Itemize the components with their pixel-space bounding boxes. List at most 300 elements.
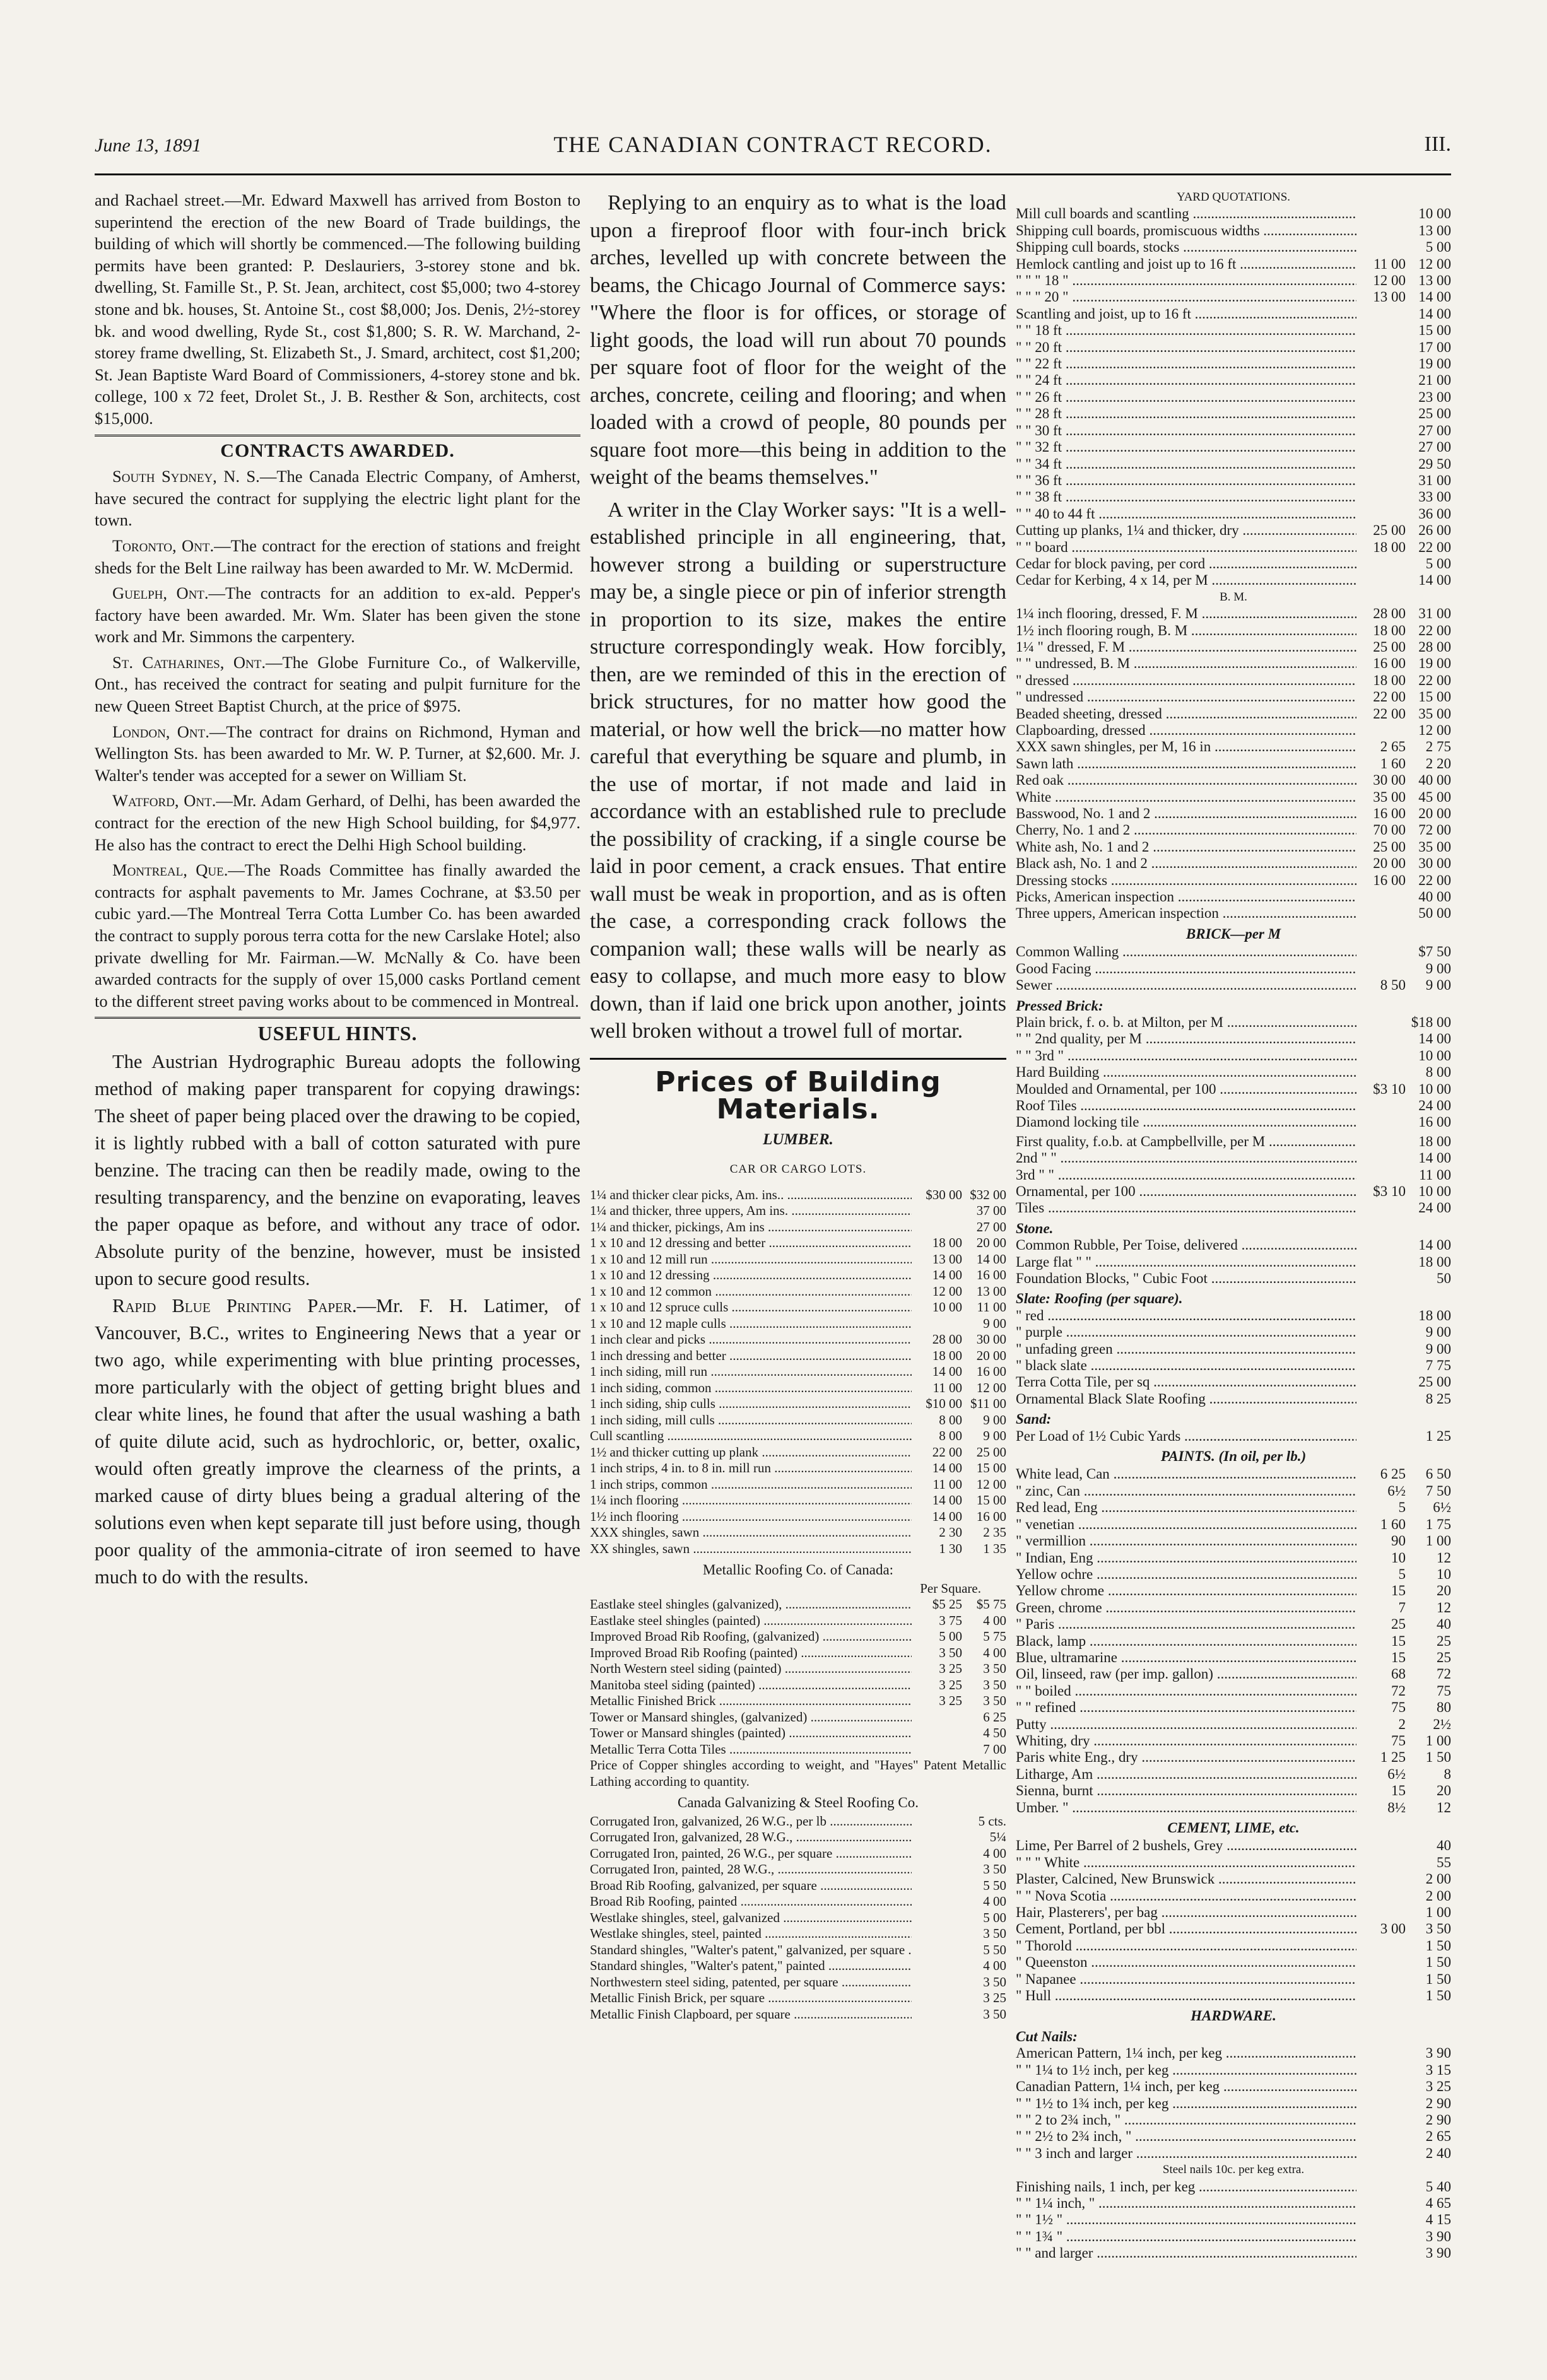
price-row xyxy=(1016,1200,1451,1216)
price-low xyxy=(1356,1150,1406,1166)
price-item-label: Sienna, burnt ..... xyxy=(1016,1783,1356,1799)
price-row xyxy=(1016,2128,1451,2145)
campbellville-list xyxy=(1016,1134,1451,1217)
price-item-label: Improved Broad Rib Roofing, (galvanized) ..... xyxy=(590,1629,912,1645)
price-low: 16 00 xyxy=(1373,806,1406,822)
price-item-label: Broad Rib Roofing, galvanized, per square ..... xyxy=(590,1878,912,1894)
price-row xyxy=(590,1629,1006,1645)
price-item-label: Shipping cull boards, promiscuous widths ..... xyxy=(1016,223,1356,239)
contract-location: Watford, Ont. xyxy=(112,791,216,811)
price-high: 1 00 xyxy=(1425,1732,1451,1749)
price-high: 3 25 xyxy=(1425,2078,1451,2095)
masthead: THE CANADIAN CONTRACT RECORD. xyxy=(553,132,992,157)
price-row xyxy=(590,1958,1006,1974)
cement-heading: CEMENT, LIME, etc. xyxy=(1167,1820,1300,1836)
price-high: 15 00 xyxy=(976,1492,1006,1508)
price-low: 6½ xyxy=(1387,1482,1406,1499)
price-row xyxy=(590,1926,1006,1942)
price-low xyxy=(1356,2229,1406,2245)
price-row xyxy=(1016,1483,1451,1499)
price-item-label: " " board ..... xyxy=(1016,539,1356,556)
price-item-label: " Paris ..... xyxy=(1016,1616,1356,1633)
price-item-label: Basswood, No. 1 and 2 ..... xyxy=(1016,806,1356,822)
price-low: 15 xyxy=(1391,1649,1406,1665)
column-left xyxy=(95,189,580,1591)
price-high: 1 35 xyxy=(983,1540,1006,1556)
price-high: 12 00 xyxy=(976,1380,1006,1395)
price-row xyxy=(1016,1357,1451,1374)
price-high: 1 50 xyxy=(1425,1954,1451,1971)
price-row xyxy=(1016,977,1451,994)
price-high: 4 00 xyxy=(983,1612,1006,1628)
brick-heading: BRICK—per M xyxy=(1185,925,1281,942)
price-row xyxy=(590,1203,1006,1219)
price-low: 12 00 xyxy=(1373,273,1406,289)
price-high: $5 75 xyxy=(976,1597,1006,1612)
price-high: 18 00 xyxy=(1418,1133,1451,1149)
price-low: 18 00 xyxy=(1373,622,1406,638)
price-item-label: " " 3rd " ..... xyxy=(1016,1048,1356,1064)
price-low xyxy=(912,1316,962,1332)
price-item-label: Cull scantling ..... xyxy=(590,1428,912,1445)
price-row xyxy=(1016,522,1451,539)
price-low xyxy=(1356,1391,1406,1407)
price-row xyxy=(1016,1888,1451,1904)
price-low xyxy=(912,1926,962,1942)
price-row xyxy=(590,1428,1006,1445)
price-high: 14 00 xyxy=(1418,1031,1451,1047)
price-item-label: Plaster, Calcined, New Brunswick ..... xyxy=(1016,1871,1356,1887)
price-low xyxy=(1356,1938,1406,1954)
contract-text: —The contract for drains on Richmond, Hyman and Wellington Sts. has been awarded to Mr. W. P. Turner, at $2,600. Mr. J. Walter's tender was accepted for a sewer on William St. xyxy=(95,722,580,785)
price-item-label: First quality, f.o.b. at Campbellville, per M ..... xyxy=(1016,1134,1356,1150)
price-row xyxy=(1016,1466,1451,1482)
price-high: 4 65 xyxy=(1425,2195,1451,2211)
price-low: 6½ xyxy=(1387,1766,1406,1782)
price-item-label: Three uppers, American inspection ..... xyxy=(1016,905,1356,922)
price-row xyxy=(1016,1341,1451,1357)
price-item-label: " " 18 ft ..... xyxy=(1016,322,1356,339)
price-high: 1 50 xyxy=(1425,1988,1451,2004)
price-item-label: Whiting, dry ..... xyxy=(1016,1733,1356,1749)
price-item-label: " " 2nd quality, per M ..... xyxy=(1016,1031,1356,1047)
price-row xyxy=(590,1445,1006,1461)
price-item-label: " unfading green ..... xyxy=(1016,1341,1356,1357)
contract-text: —Mr. Adam Gerhard, of Delhi, has been awarded the contract for the erection of the new High School building, for $4,977. He also has the contract to erect the Delhi High School building. xyxy=(95,791,580,854)
price-item-label: " " 22 ft ..... xyxy=(1016,356,1356,372)
price-high: 3 90 xyxy=(1425,2245,1451,2261)
price-high: 2 20 xyxy=(1425,755,1451,771)
price-row xyxy=(590,1942,1006,1959)
price-item-label: Manitoba steel siding (painted) ..... xyxy=(590,1677,912,1694)
price-row xyxy=(1016,1871,1451,1887)
contract-text: —The Roads Committee has finally awarded the contracts for asphalt pavements to Mr. James Cochrane, at $3.50 per cubic yard.—The Montreal Terra Cotta Lumber Co. has been awarded the contract to supply porous terra cotta for the new Carslake Hotel; also private dwelling for Mr. Fairman.—W. McNally & Co. have been awarded contracts for the supply of over 15,000 casks Portland cement to the different street paving works about to be commenced in Montreal. xyxy=(95,860,580,1011)
price-item-label: 3rd " " ..... xyxy=(1016,1167,1356,1183)
price-high: 5 00 xyxy=(983,1909,1006,1925)
price-item-label: Oil, linseed, raw (per imp. gallon) ..... xyxy=(1016,1666,1356,1682)
price-row xyxy=(1016,672,1451,689)
price-item-label: Dressing stocks ..... xyxy=(1016,872,1356,889)
price-row xyxy=(1016,806,1451,822)
price-low xyxy=(1356,1200,1406,1216)
price-item-label: 1 inch strips, 4 in. to 8 in. mill run ..... xyxy=(590,1460,912,1477)
price-item-label: North Western steel siding (painted) ..... xyxy=(590,1661,912,1677)
clay-worker-article: A writer in the Clay Worker says: "It is a well-established principle in all engineering, that, however strong a building or superstructure may be, a single piece or pin of inferior strength in proportion to its size, makes the entire structure correspondingly weak. How forcibly, then, are we reminded of this in the erection of brick structures, for no matter how good the material, or how well the brick—no matter how careful that everything be square and plumb, in the use of mortar, if not made and laid in accordance with an established rule to preclude the possibility of cracking, if a single course be laid in poor cement, a crack ensues. That entire wall must be weak in proportion, and as is often the case, a corresponding crack follows the companion wall; these walls will be nearly as easy to collapse, and much more easy to blow down, than if laid one brick upon another, joints well broken without a trowel full of mortar. xyxy=(590,498,1006,1043)
price-high: 25 00 xyxy=(1418,406,1451,422)
price-item-label: Yellow ochre ..... xyxy=(1016,1566,1356,1583)
price-low xyxy=(1356,1308,1406,1324)
price-high: 9 00 xyxy=(1425,977,1451,994)
price-row xyxy=(590,1267,1006,1284)
contract-location: Montreal, Que. xyxy=(112,860,228,880)
price-row xyxy=(1016,889,1451,905)
price-low: 2 30 xyxy=(939,1525,962,1540)
price-high: 9 00 xyxy=(1425,1324,1451,1340)
price-low xyxy=(1356,889,1406,905)
price-high: 15 00 xyxy=(976,1460,1006,1475)
price-row xyxy=(1016,1733,1451,1749)
price-high: 4 15 xyxy=(1425,2212,1451,2228)
price-low: 18 00 xyxy=(1373,539,1406,555)
price-high: 11 00 xyxy=(1419,1166,1451,1183)
price-high: 2 00 xyxy=(1425,1887,1451,1904)
price-low: 68 xyxy=(1391,1666,1406,1682)
price-item-label: Roof Tiles ..... xyxy=(1016,1098,1356,1114)
price-item-label: 2nd " " ..... xyxy=(1016,1150,1356,1166)
price-item-label: Per Load of 1½ Cubic Yards ..... xyxy=(1016,1428,1356,1445)
price-low xyxy=(912,1958,962,1974)
price-low xyxy=(1356,1237,1406,1253)
price-row xyxy=(1016,2229,1451,2245)
price-row xyxy=(590,1645,1006,1662)
price-low: 11 00 xyxy=(932,1380,962,1395)
price-high: 50 xyxy=(1437,1270,1451,1286)
price-item-label: Black ash, No. 1 and 2 ..... xyxy=(1016,855,1356,872)
price-high: 1 75 xyxy=(1425,1516,1451,1532)
price-row xyxy=(1016,1270,1451,1287)
column-right xyxy=(1016,189,1451,2262)
price-high: 3 50 xyxy=(983,1661,1006,1676)
price-low: 5 00 xyxy=(939,1629,962,1644)
price-item-label: Corrugated Iron, painted, 26 W.G., per square ..... xyxy=(590,1846,912,1862)
price-item-label: Moulded and Ornamental, per 100 ..... xyxy=(1016,1081,1356,1098)
price-low: 28 00 xyxy=(1373,606,1406,622)
price-low: 10 00 xyxy=(932,1299,962,1315)
price-low xyxy=(1356,2195,1406,2212)
price-low: 18 00 xyxy=(932,1347,962,1363)
price-row xyxy=(1016,606,1451,622)
price-row xyxy=(1016,1583,1451,1599)
price-item-label: Lime, Per Barrel of 2 bushels, Grey ..... xyxy=(1016,1838,1356,1854)
bm-price-list xyxy=(1016,606,1451,922)
price-high: 19 00 xyxy=(1418,655,1451,672)
price-row xyxy=(1016,1855,1451,1871)
price-item-label: 1 inch clear and picks ..... xyxy=(590,1332,912,1348)
price-high: 3 90 xyxy=(1425,2228,1451,2244)
price-high: 2 65 xyxy=(1425,2128,1451,2145)
slate-price-list xyxy=(1016,1308,1451,1407)
price-low xyxy=(1356,2145,1406,2162)
price-high: 11 00 xyxy=(977,1299,1006,1315)
price-low: 35 00 xyxy=(1373,788,1406,805)
price-row xyxy=(1016,1150,1451,1166)
price-low: $5 25 xyxy=(932,1597,962,1612)
price-row xyxy=(590,1348,1006,1364)
price-high: 3 15 xyxy=(1425,2061,1451,2078)
price-row xyxy=(1016,1766,1451,1783)
price-item-label: Common Rubble, Per Toise, delivered ..... xyxy=(1016,1237,1356,1253)
price-item-label: Tower or Mansard shingles (painted) ..... xyxy=(590,1725,912,1742)
price-row xyxy=(590,1412,1006,1429)
price-row xyxy=(1016,789,1451,806)
header-rule xyxy=(95,173,1451,175)
price-high: 10 00 xyxy=(1418,1047,1451,1064)
price-row xyxy=(590,1846,1006,1862)
price-row xyxy=(590,1677,1006,1694)
lumber-subheading: CAR OR CARGO LOTS. xyxy=(729,1163,867,1176)
price-item-label: " " 1¾ " ..... xyxy=(1016,2229,1356,2245)
price-row xyxy=(590,1187,1006,1204)
price-item-label: 1 x 10 and 12 mill run ..... xyxy=(590,1252,912,1268)
metallic-price-list xyxy=(590,1597,1006,1757)
price-row xyxy=(1016,944,1451,960)
price-low xyxy=(912,1990,962,2007)
price-high: 14 00 xyxy=(976,1251,1006,1267)
price-high: 40 00 xyxy=(1418,772,1451,788)
price-high: $32 00 xyxy=(970,1187,1006,1202)
price-row xyxy=(1016,1938,1451,1954)
price-row xyxy=(1016,389,1451,406)
price-item-label: " " " 20 " ..... xyxy=(1016,289,1356,305)
price-item-label: " black slate ..... xyxy=(1016,1357,1356,1374)
price-item-label: Cutting up planks, 1¼ and thicker, dry ..... xyxy=(1016,522,1356,539)
price-low: 18 00 xyxy=(932,1235,962,1250)
contract-location: St. Catharines, Ont. xyxy=(112,652,266,672)
price-high: 75 xyxy=(1437,1682,1451,1699)
price-item-label: Green, chrome ..... xyxy=(1016,1600,1356,1616)
price-high: 28 00 xyxy=(1418,638,1451,655)
price-row xyxy=(1016,623,1451,639)
price-low xyxy=(1356,472,1406,489)
paints-heading: PAINTS. (In oil, per lb.) xyxy=(1160,1448,1307,1465)
price-high: 12 xyxy=(1437,1549,1451,1566)
price-item-label: " Indian, Eng ..... xyxy=(1016,1550,1356,1566)
price-high: 7 50 xyxy=(1425,1482,1451,1499)
price-high: 24 00 xyxy=(1418,1200,1451,1216)
price-item-label: Foundation Blocks, " Cubic Foot ..... xyxy=(1016,1270,1356,1287)
price-item-label: " " 34 ft ..... xyxy=(1016,456,1356,472)
price-item-label: Tiles ..... xyxy=(1016,1200,1356,1216)
price-high: 6 25 xyxy=(983,1709,1006,1725)
price-low: 75 xyxy=(1391,1732,1406,1749)
price-high: 2 35 xyxy=(983,1525,1006,1540)
price-row xyxy=(590,1910,1006,1926)
price-high: 72 xyxy=(1437,1666,1451,1682)
price-item-label: " " 20 ft ..... xyxy=(1016,339,1356,356)
metallic-unit: Per Square. xyxy=(920,1580,981,1596)
price-row xyxy=(1016,839,1451,855)
price-high: 35 00 xyxy=(1418,838,1451,855)
paints-price-list xyxy=(1016,1466,1451,1816)
page-number: III. xyxy=(1424,132,1451,156)
price-high: 1 50 xyxy=(1425,1937,1451,1954)
price-item-label: Good Facing ..... xyxy=(1016,961,1356,977)
price-high: 2 90 xyxy=(1425,2111,1451,2128)
price-high: 20 xyxy=(1437,1583,1451,1599)
price-low xyxy=(912,1742,962,1758)
price-high: 5¼ xyxy=(989,1829,1006,1844)
price-item-label: 1 inch siding, mill run ..... xyxy=(590,1364,912,1380)
price-row xyxy=(590,1974,1006,1991)
price-low: 3 25 xyxy=(939,1661,962,1676)
price-row xyxy=(590,1219,1006,1236)
price-high: 12 xyxy=(1437,1799,1451,1815)
price-row xyxy=(590,1693,1006,1709)
price-item-label: 1¼ and thicker, pickings, Am ins ..... xyxy=(590,1219,912,1236)
price-row xyxy=(1016,2096,1451,2112)
price-item-label: " undressed ..... xyxy=(1016,689,1356,705)
price-high: 22 00 xyxy=(1418,672,1451,688)
price-low xyxy=(912,1829,962,1846)
price-row xyxy=(1016,1921,1451,1937)
price-high: 29 50 xyxy=(1418,455,1451,472)
price-item-label: " " " White ..... xyxy=(1016,1855,1356,1871)
price-item-label: " " 36 ft ..... xyxy=(1016,472,1356,489)
price-item-label: 1¼ " dressed, F. M ..... xyxy=(1016,639,1356,655)
price-high: 18 00 xyxy=(1418,1307,1451,1323)
price-low xyxy=(1356,1357,1406,1374)
price-row xyxy=(590,1661,1006,1677)
price-item-label: XXX sawn shingles, per M, 16 in ..... xyxy=(1016,739,1356,755)
price-low: 25 00 xyxy=(1373,522,1406,539)
price-low: 15 xyxy=(1391,1633,1406,1649)
price-row xyxy=(1016,1254,1451,1270)
price-low xyxy=(1356,439,1406,455)
price-row xyxy=(590,1878,1006,1894)
price-low xyxy=(1356,961,1406,977)
price-high: 27 00 xyxy=(1418,422,1451,438)
price-low xyxy=(1356,1374,1406,1390)
price-low xyxy=(912,1910,962,1926)
price-low xyxy=(1356,1048,1406,1064)
price-row xyxy=(1016,1081,1451,1098)
price-row xyxy=(1016,706,1451,722)
price-high: 16 00 xyxy=(976,1364,1006,1379)
contract-item xyxy=(95,535,580,578)
contract-item xyxy=(95,466,580,531)
price-low xyxy=(1356,1098,1406,1114)
price-row xyxy=(1016,1954,1451,1971)
price-item-label: Picks, American inspection ..... xyxy=(1016,889,1356,905)
price-item-label: Finishing nails, 1 inch, per keg ..... xyxy=(1016,2179,1356,2195)
contract-location: Guelph, Ont. xyxy=(112,583,209,603)
brick-price-list xyxy=(1016,944,1451,994)
price-row xyxy=(1016,1616,1451,1633)
price-row xyxy=(1016,822,1451,838)
price-low: 70 00 xyxy=(1373,822,1406,838)
price-high: 40 00 xyxy=(1418,889,1451,905)
price-item-label: Cedar for block paving, per cord ..... xyxy=(1016,556,1356,572)
price-row xyxy=(1016,1014,1451,1031)
price-low: 3 25 xyxy=(939,1677,962,1692)
price-high: 4 50 xyxy=(983,1725,1006,1740)
pressed-brick-heading: Pressed Brick: xyxy=(1016,997,1103,1014)
price-row xyxy=(1016,722,1451,739)
price-row xyxy=(1016,256,1451,273)
price-row xyxy=(1016,1183,1451,1200)
price-item-label: Paris white Eng., dry ..... xyxy=(1016,1749,1356,1766)
price-high: $11 00 xyxy=(970,1396,1006,1411)
price-low: 20 00 xyxy=(1373,855,1406,872)
price-item-label: Improved Broad Rib Roofing (painted) ..... xyxy=(590,1645,912,1662)
price-high: 17 00 xyxy=(1418,339,1451,355)
price-high: 9 00 xyxy=(1425,960,1451,976)
price-item-label: Black, lamp ..... xyxy=(1016,1633,1356,1650)
price-row xyxy=(1016,2112,1451,2128)
stone-price-list xyxy=(1016,1237,1451,1287)
price-item-label: " " undressed, B. M ..... xyxy=(1016,655,1356,672)
price-low: 90 xyxy=(1391,1533,1406,1549)
price-item-label: Cedar for Kerbing, 4 x 14, per M ..... xyxy=(1016,572,1356,589)
price-item-label: Eastlake steel shingles (galvanized), ..... xyxy=(590,1597,912,1613)
price-low xyxy=(1356,2096,1406,2112)
price-high: 7 00 xyxy=(983,1741,1006,1757)
price-low: 16 00 xyxy=(1373,655,1406,672)
price-row xyxy=(590,1235,1006,1252)
price-row xyxy=(590,1284,1006,1300)
price-high: 3 50 xyxy=(983,1677,1006,1692)
price-low: 3 75 xyxy=(939,1612,962,1628)
cement-price-list xyxy=(1016,1838,1451,2004)
price-low xyxy=(1356,1954,1406,1971)
price-item-label: Hard Building ..... xyxy=(1016,1064,1356,1081)
price-row xyxy=(1016,772,1451,788)
price-high: 5 50 xyxy=(983,1942,1006,1957)
price-high: 6 50 xyxy=(1425,1466,1451,1482)
price-row xyxy=(590,1380,1006,1397)
price-high: 3 50 xyxy=(983,1693,1006,1708)
price-row xyxy=(1016,439,1451,455)
price-item-label: " " 40 to 44 ft ..... xyxy=(1016,506,1356,522)
price-low xyxy=(1356,1254,1406,1270)
price-row xyxy=(1016,356,1451,372)
price-low: 14 00 xyxy=(932,1492,962,1508)
price-item-label: Terra Cotta Tile, per sq ..... xyxy=(1016,1374,1356,1390)
price-row xyxy=(1016,1749,1451,1766)
price-row xyxy=(1016,322,1451,339)
price-row xyxy=(590,1829,1006,1846)
price-low: 30 00 xyxy=(1373,772,1406,788)
price-low: 2 xyxy=(1398,1716,1406,1732)
price-row xyxy=(1016,2062,1451,2078)
price-row xyxy=(590,1861,1006,1878)
price-low xyxy=(1356,1871,1406,1887)
price-item-label: Hemlock cantling and joist up to 16 ft ..... xyxy=(1016,256,1356,273)
price-item-label: 1½ and thicker cutting up plank ..... xyxy=(590,1445,912,1461)
price-high: 3 50 xyxy=(1425,1921,1451,1937)
price-high: 25 00 xyxy=(976,1444,1006,1460)
price-low: 28 00 xyxy=(932,1332,962,1347)
price-item-label: " " 1¼ to 1½ inch, per keg ..... xyxy=(1016,2062,1356,2078)
price-high: 14 00 xyxy=(1418,1150,1451,1166)
price-low: 25 00 xyxy=(1373,838,1406,855)
price-row xyxy=(1016,406,1451,422)
price-low xyxy=(1356,1031,1406,1047)
price-row xyxy=(1016,472,1451,489)
price-high: 36 00 xyxy=(1418,505,1451,522)
price-high: 25 00 xyxy=(1418,1374,1451,1390)
price-row xyxy=(1016,961,1451,977)
